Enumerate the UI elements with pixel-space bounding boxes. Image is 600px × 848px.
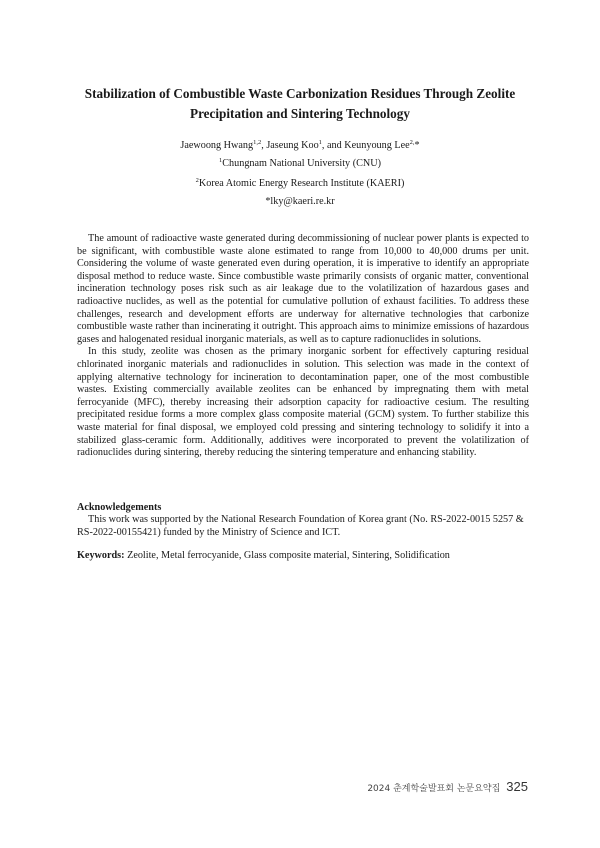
page-number: 325 bbox=[506, 779, 528, 794]
author-affiliation-mark: 1,2 bbox=[253, 139, 262, 146]
author-name: Keunyoung Lee bbox=[344, 140, 410, 151]
page-footer bbox=[367, 779, 528, 794]
affiliation-name: Korea Atomic Energy Research Institute (KAERI) bbox=[198, 178, 405, 189]
author-separator: , bbox=[261, 140, 267, 151]
author-name: Jaewoong Hwang bbox=[180, 140, 254, 151]
affiliation-name: Chungnam National University (CNU) bbox=[222, 158, 381, 169]
paper-title: Stabilization of Combustible Waste Carbonization Residues Through Zeolite Precipitation and Sintering Technology bbox=[84, 86, 516, 121]
corresponding-author-mark: * bbox=[414, 140, 420, 151]
abstract-paragraph: The amount of radioactive waste generated during decommissioning of nuclear power plants is expected to be significant, with combustible waste alone estimated to range from 10,000 to 40,000 drums per unit. Considering the volume of waste generated even during operation, it is imperative to identify an appropriate disposal method to reduce waste. Since combustible waste primarily consists of organic matter, conventional incineration technology poses risk such as air leakage due to the volatilization of hazardous gases and radioactive nuclides, as well as the potential for cumulative pollution of exhaust facilities. To address these challenges, research and development efforts are underway for alternative technologies that carbonize combustible waste rather than incinerating it outright. This approach aims to minimize emissions of hazardous gases and halogenated residual inorganic materials, as well as to capture radionuclides in solutions. bbox=[77, 233, 529, 345]
keywords-line bbox=[77, 549, 450, 562]
acknowledgements-heading: Acknowledgements bbox=[77, 502, 162, 513]
proceedings-name: 2024 춘계학술발표회 논문요약집 bbox=[367, 784, 501, 794]
affiliation-1 bbox=[0, 157, 600, 170]
abstract-paragraph: In this study, zeolite was chosen as the primary inorganic sorbent for effectively capturing residual chlorinated inorganic materials and radionuclides in solution. This selection was made in the context of applying alternative technology for incineration to decontamination paper, one of the most combustible wastes. Existing commercially available zeolites can be enhanced by impregnating them with metal ferrocyanide (MFC), thereby increasing their adsorption capacity for radioactive cesium. The resulting precipitated residue forms a more complex glass composite material (GCM) system. To further stabilize this waste material for final disposal, we employed cold pressing and sintering technology to solidify it into a stabilized glass-ceramic form. Additionally, additives were incorporated to prevent the volatilization of radionuclides during sintering, thereby reducing the sintering temperature and enhancing stability. bbox=[77, 346, 529, 459]
author-name: Jaseung Koo bbox=[266, 140, 319, 151]
author-affiliation-mark: 1 bbox=[318, 139, 322, 146]
affiliation-number: 1 bbox=[219, 157, 223, 164]
keywords-text: Zeolite, Metal ferrocyanide, Glass composite material, Sintering, Solidification bbox=[124, 550, 450, 561]
author-separator: , and bbox=[321, 140, 345, 151]
affiliation-number: 2 bbox=[195, 177, 199, 184]
author-affiliation-mark: 2, bbox=[409, 139, 415, 146]
corresponding-email: *lky@kaeri.re.kr bbox=[265, 196, 335, 207]
affiliation-2 bbox=[0, 177, 600, 190]
abstract bbox=[77, 233, 529, 460]
keywords-label: Keywords: bbox=[77, 550, 125, 561]
author-line bbox=[0, 139, 600, 152]
acknowledgements-body: This work was supported by the National Research Foundation of Korea grant (No. RS-2022-0015 5257 & RS-2022-00155421) funded by the Ministry of Science and ICT. bbox=[77, 514, 524, 538]
